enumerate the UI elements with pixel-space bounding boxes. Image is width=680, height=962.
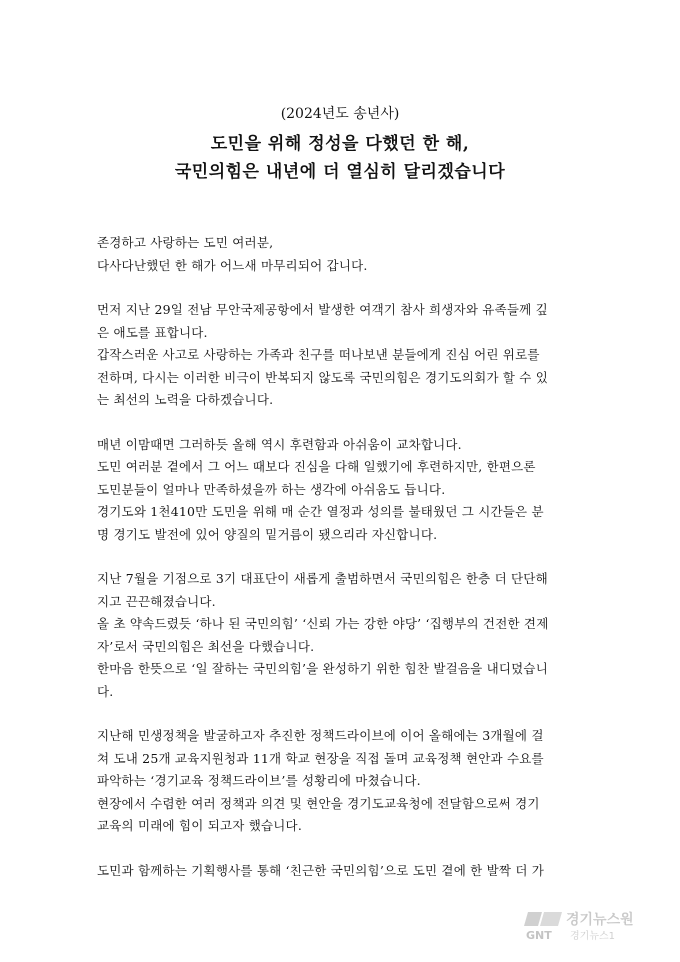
- text-line: 갑작스러운 사고로 사랑하는 가족과 친구를 떠나보낸 분들에게 진심 어린 위로를: [97, 347, 540, 362]
- news-watermark-name: 경기뉴스원: [566, 912, 634, 928]
- text-line: 교육의 미래에 힘이 되고자 했습니다.: [97, 818, 302, 833]
- text-line: 파악하는 ‘경기교육 정책드라이브’를 성황리에 마쳤습니다.: [97, 773, 421, 788]
- paragraph-events: [97, 860, 587, 883]
- document-title-line-1: 도민을 위해 정성을 다했던 한 해,: [210, 134, 470, 154]
- text-line: 다.: [97, 683, 114, 699]
- text-line: 명 경기도 발전에 있어 양질의 밑거름이 됐으리라 자신합니다.: [97, 526, 438, 542]
- text-line: 도민과 함께하는 기획행사를 통해 ‘친근한 국민의힘’으로 도민 곁에 한 발짝 더 가: [97, 862, 545, 878]
- text-line: 지고 끈끈해졌습니다.: [97, 593, 216, 609]
- text-line: 올 초 약속드렸듯 ‘하나 된 국민의힘’ ‘신뢰 가는 강한 야당’ ‘집행부의 건전한 견제: [97, 616, 549, 631]
- paragraph-leadership: [97, 568, 587, 703]
- paragraph-greeting: [97, 232, 587, 277]
- text-line: 도민 여러분 곁에서 그 어느 때보다 진심을 다해 일했기에 후련하지만, 한편으론: [97, 459, 536, 474]
- news-watermark-sub: 경기뉴스1: [570, 931, 616, 942]
- paragraph-reflection: [97, 434, 587, 547]
- document-subtitle: (2024년도 송년사): [280, 106, 400, 122]
- document-header: [0, 104, 680, 186]
- document-title-line-2: 국민의힘은 내년에 더 열심히 달리겠습니다: [174, 162, 506, 182]
- text-line: 매년 이맘때면 그러하듯 올해 역시 후련함과 아쉬움이 교차합니다.: [97, 436, 462, 452]
- paragraph-condolence: [97, 299, 587, 412]
- text-line: 경기도와 1천410만 도민을 위해 매 순간 열정과 성의를 불태웠던 그 시간들은 분: [97, 504, 544, 519]
- text-line: 한마음 한뜻으로 ‘일 잘하는 국민의힘’을 완성하기 위한 힘찬 발걸음을 내디뎠습니: [97, 661, 548, 676]
- text-line: 현장에서 수렴한 여러 정책과 의견 및 현안을 경기도교육청에 전달함으로써 경기: [97, 795, 540, 811]
- text-line: 지난해 민생정책을 발굴하고자 추진한 정책드라이브에 이어 올해에는 3개월에 걸: [97, 728, 544, 743]
- text-line: 는 최선의 노력을 다하겠습니다.: [97, 392, 274, 407]
- text-line: 지난 7월을 기점으로 3기 대표단이 새롭게 출범하면서 국민의힘은 한층 더 단단해: [97, 571, 548, 586]
- text-line: 도민분들이 얼마나 만족하셨을까 하는 생각에 아쉬움도 듭니다.: [97, 481, 446, 497]
- news-logo-icon: [522, 908, 566, 944]
- text-line: 자’로서 국민의힘은 최선을 다했습니다.: [97, 638, 315, 654]
- text-line: 전하며, 다시는 이러한 비극이 반복되지 않도록 국민의힘은 경기도의회가 할 수 있: [97, 369, 548, 385]
- document-body: [97, 232, 587, 904]
- text-line: 쳐 도내 25개 교육지원청과 11개 학교 현장을 직접 돌며 교육정책 현안과 수요를: [97, 750, 544, 766]
- news-logo-text: GNT: [526, 929, 552, 942]
- text-line: 먼저 지난 29일 전남 무안국제공항에서 발생한 여객기 참사 희생자와 유족들께 깊: [97, 302, 548, 317]
- news-watermark: [522, 908, 672, 944]
- text-line: 다사다난했던 한 해가 어느새 마무리되어 갑니다.: [97, 257, 368, 273]
- text-line: 존경하고 사랑하는 도민 여러분,: [97, 235, 274, 250]
- text-line: 은 애도를 표합니다.: [97, 324, 208, 340]
- paragraph-policy-drive: [97, 725, 587, 838]
